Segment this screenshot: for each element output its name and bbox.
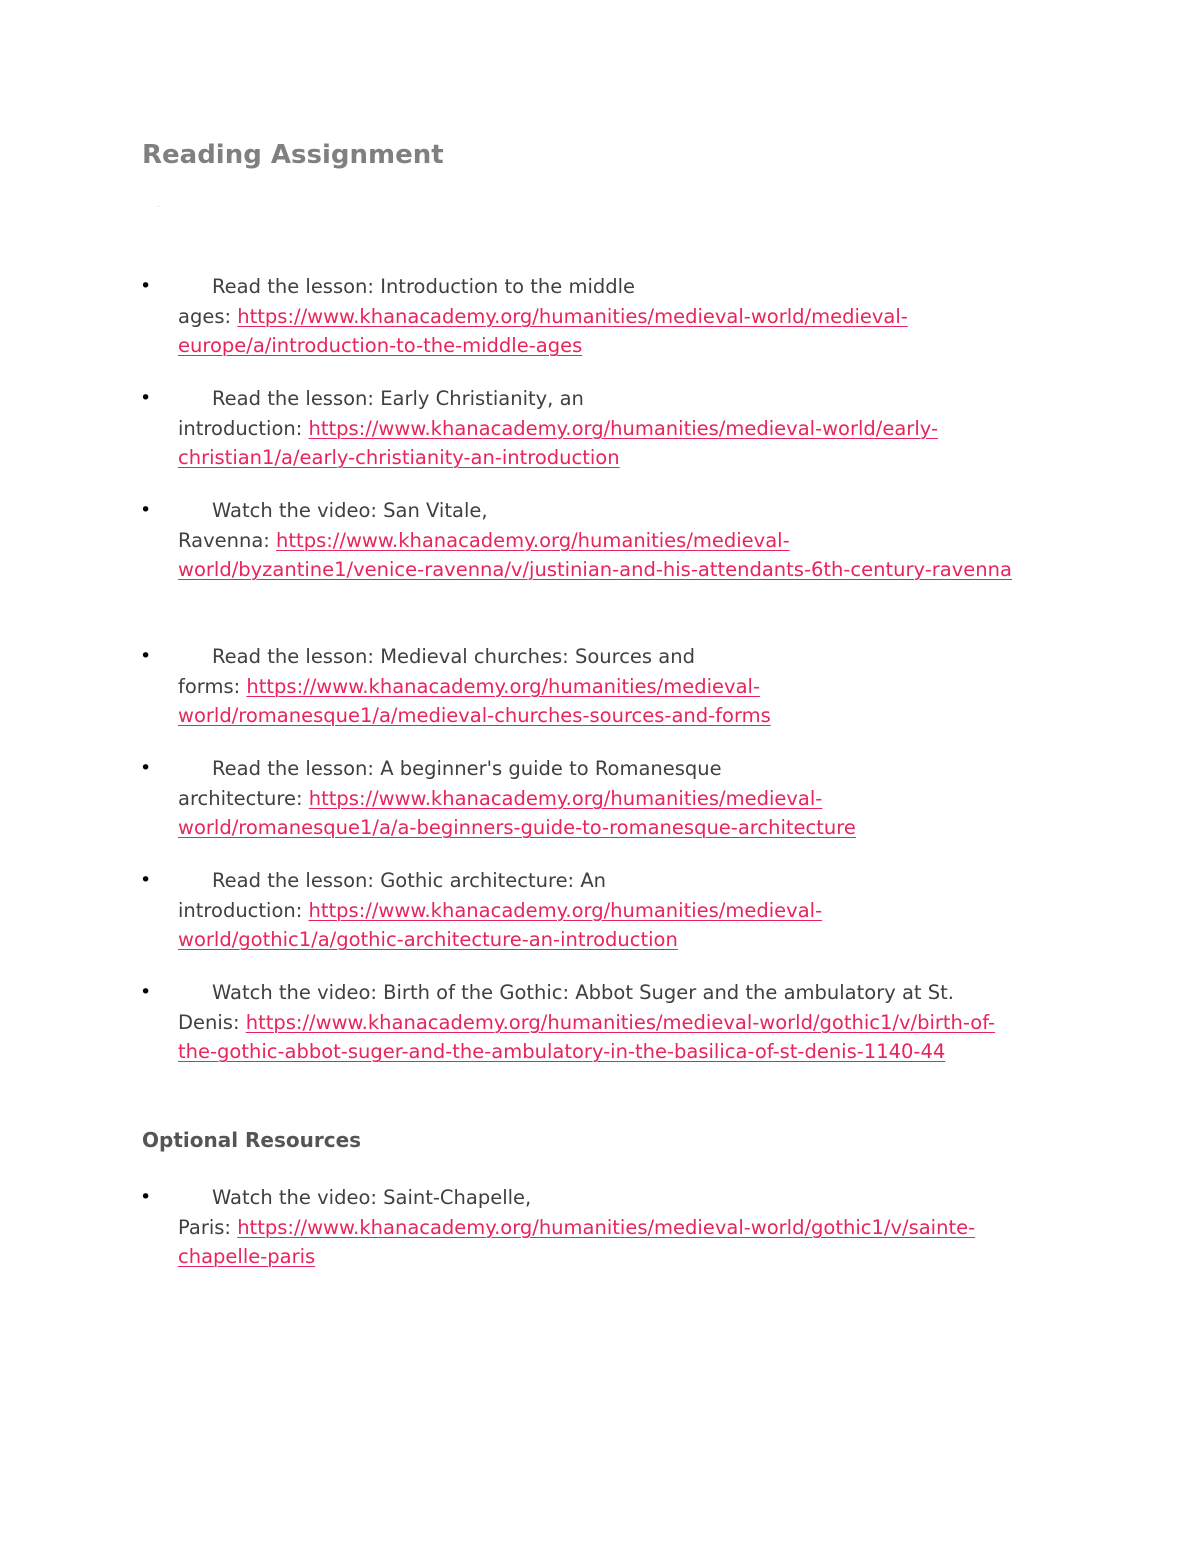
item-link-line xyxy=(178,526,1078,556)
item-link-line-continued xyxy=(178,925,1078,955)
bullet-icon: • xyxy=(140,869,152,891)
video-link-continued[interactable]: world/byzantine1/venice-ravenna/v/justinian-and-his-attendants-6th-century-ravenna xyxy=(178,558,1012,581)
item-link-prefix: Denis: xyxy=(178,1010,246,1034)
lesson-link[interactable]: https://www.khanacademy.org/humanities/medieval- xyxy=(246,674,760,698)
bullet-icon: • xyxy=(140,757,152,779)
item-description: Read the lesson: Gothic architecture: An xyxy=(212,869,607,892)
item-text xyxy=(178,978,1078,1067)
item-link-prefix: Ravenna: xyxy=(178,528,277,552)
item-link-line-continued xyxy=(178,1037,1078,1067)
item-text xyxy=(178,496,1078,585)
item-text xyxy=(178,1183,1078,1272)
optional-resources-heading: Optional Resources xyxy=(142,1128,362,1152)
item-text xyxy=(178,384,1078,473)
bullet-icon: • xyxy=(140,275,152,297)
item-description: Watch the video: Saint-Chapelle, xyxy=(212,1186,532,1209)
item-link-line xyxy=(178,414,1078,444)
lesson-link-continued[interactable]: christian1/a/early-christianity-an-introduction xyxy=(178,446,620,469)
item-text xyxy=(178,754,1078,843)
item-link-prefix: forms: xyxy=(178,674,247,698)
item-description: Read the lesson: A beginner's guide to Romanesque xyxy=(212,757,722,780)
video-link-continued[interactable]: chapelle-paris xyxy=(178,1245,316,1268)
item-link-line-continued xyxy=(178,443,1078,473)
bullet-icon: • xyxy=(140,1186,152,1208)
video-link[interactable]: https://www.khanacademy.org/humanities/medieval- xyxy=(276,528,790,552)
item-description: Read the lesson: Early Christianity, an xyxy=(212,387,584,410)
item-text xyxy=(178,866,1078,955)
item-description: Read the lesson: Medieval churches: Sources and xyxy=(212,645,695,668)
item-link-prefix: introduction: xyxy=(178,898,309,922)
item-link-line-continued xyxy=(178,813,1078,843)
lesson-link[interactable]: https://www.khanacademy.org/humanities/medieval-world/medieval- xyxy=(237,304,908,328)
item-description: Read the lesson: Introduction to the middle xyxy=(212,275,636,298)
item-link-prefix: Paris: xyxy=(178,1215,238,1239)
item-description: Watch the video: Birth of the Gothic: Abbot Suger and the ambulatory at St. xyxy=(212,981,954,1004)
item-link-line-continued xyxy=(178,1242,1078,1272)
item-link-line xyxy=(178,896,1078,926)
stray-mark xyxy=(158,206,159,207)
item-link-line xyxy=(178,672,1078,702)
page-title: Reading Assignment xyxy=(142,140,444,170)
video-link[interactable]: https://www.khanacademy.org/humanities/medieval-world/gothic1/v/sainte- xyxy=(237,1215,976,1239)
lesson-link-continued[interactable]: world/gothic1/a/gothic-architecture-an-introduction xyxy=(178,928,678,951)
item-link-line xyxy=(178,302,1078,332)
item-description: Watch the video: San Vitale, xyxy=(212,499,488,522)
video-link[interactable]: https://www.khanacademy.org/humanities/medieval-world/gothic1/v/birth-of- xyxy=(245,1010,996,1034)
lesson-link[interactable]: https://www.khanacademy.org/humanities/medieval- xyxy=(308,898,823,922)
item-link-line-continued xyxy=(178,555,1078,585)
lesson-link[interactable]: https://www.khanacademy.org/humanities/medieval-world/early- xyxy=(308,416,938,440)
item-link-prefix: introduction: xyxy=(178,416,309,440)
item-text xyxy=(178,272,1078,361)
bullet-icon: • xyxy=(140,499,152,521)
item-text xyxy=(178,642,1078,731)
item-link-prefix: ages: xyxy=(178,304,238,328)
item-link-line xyxy=(178,1008,1078,1038)
bullet-icon: • xyxy=(140,387,152,409)
lesson-link-continued[interactable]: europe/a/introduction-to-the-middle-ages xyxy=(178,334,583,357)
item-link-line xyxy=(178,1213,1078,1243)
bullet-icon: • xyxy=(140,981,152,1003)
item-link-prefix: architecture: xyxy=(178,786,309,810)
video-link-continued[interactable]: the-gothic-abbot-suger-and-the-ambulatory-in-the-basilica-of-st-denis-1140-44 xyxy=(178,1040,946,1063)
lesson-link-continued[interactable]: world/romanesque1/a/medieval-churches-sources-and-forms xyxy=(178,704,771,727)
item-link-line-continued xyxy=(178,331,1078,361)
item-link-line-continued xyxy=(178,701,1078,731)
lesson-link[interactable]: https://www.khanacademy.org/humanities/medieval- xyxy=(308,786,823,810)
bullet-icon: • xyxy=(140,645,152,667)
item-link-line xyxy=(178,784,1078,814)
lesson-link-continued[interactable]: world/romanesque1/a/a-beginners-guide-to-romanesque-architecture xyxy=(178,816,856,839)
